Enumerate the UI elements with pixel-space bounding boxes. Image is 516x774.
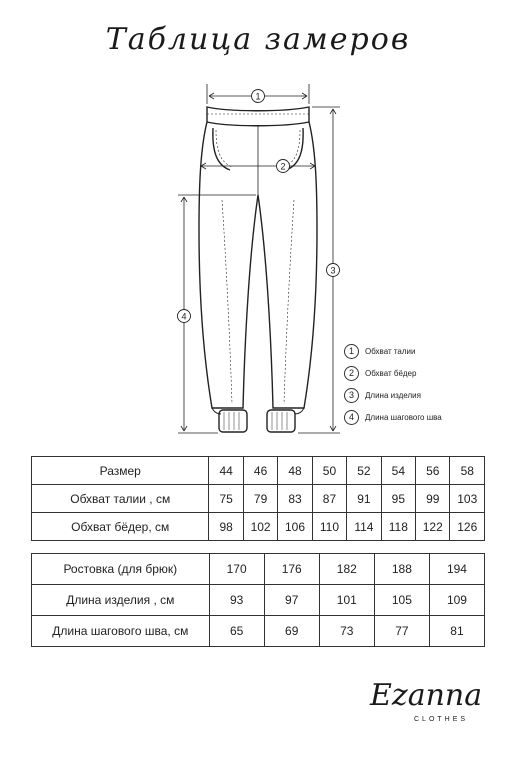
value-cell: 118	[381, 513, 415, 541]
table-row	[32, 554, 485, 585]
legend-label: Обхват бёдер	[365, 368, 417, 378]
legend-label: Обхват талии	[365, 346, 416, 356]
value-cell: 75	[209, 485, 243, 513]
value-cell: 77	[374, 616, 429, 647]
marker-3	[327, 264, 340, 277]
marker-1	[252, 90, 265, 103]
value-cell: 98	[209, 513, 243, 541]
table-row	[32, 616, 485, 647]
value-cell: 69	[264, 616, 319, 647]
value-cell: 97	[264, 585, 319, 616]
legend-item	[344, 340, 514, 362]
size-cell: 50	[312, 457, 346, 485]
size-cell: 44	[209, 457, 243, 485]
value-cell: 65	[209, 616, 264, 647]
row-label: Обхват бёдер, см	[32, 513, 209, 541]
marker-2	[277, 160, 290, 173]
value-cell: 103	[450, 485, 485, 513]
value-cell: 122	[416, 513, 450, 541]
legend-label: Длина шагового шва	[365, 412, 442, 422]
value-cell: 99	[416, 485, 450, 513]
value-cell: 170	[209, 554, 264, 585]
table-row	[32, 457, 485, 485]
legend-number: 4	[344, 410, 359, 425]
waistband	[207, 107, 309, 126]
value-cell: 110	[312, 513, 346, 541]
svg-text:1: 1	[255, 91, 261, 102]
value-cell: 106	[278, 513, 312, 541]
value-cell: 93	[209, 585, 264, 616]
value-cell: 109	[429, 585, 484, 616]
legend-number: 1	[344, 344, 359, 359]
legend-item	[344, 362, 514, 384]
value-cell: 126	[450, 513, 485, 541]
legend-item	[344, 384, 514, 406]
svg-text:3: 3	[330, 265, 336, 276]
marker-4	[178, 310, 191, 323]
value-cell: 81	[429, 616, 484, 647]
svg-text:4: 4	[181, 311, 187, 322]
measurement-legend	[344, 340, 514, 428]
size-cell: 48	[278, 457, 312, 485]
value-cell: 73	[319, 616, 374, 647]
size-cell: 56	[416, 457, 450, 485]
value-cell: 188	[374, 554, 429, 585]
value-cell: 87	[312, 485, 346, 513]
left-cuff	[219, 410, 247, 432]
page-title: Таблица замеров	[105, 22, 411, 57]
svg-text:Ezanna: Ezanna	[370, 678, 483, 713]
value-cell: 91	[347, 485, 381, 513]
row-label: Длина изделия , см	[32, 585, 210, 616]
value-cell: 95	[381, 485, 415, 513]
legend-number: 3	[344, 388, 359, 403]
svg-text:CLOTHES: CLOTHES	[414, 716, 469, 723]
table-row	[32, 585, 485, 616]
row-label: Обхват талии , см	[32, 485, 209, 513]
height-table	[31, 553, 485, 647]
size-cell: 52	[347, 457, 381, 485]
brand-logo	[362, 665, 502, 735]
value-cell: 102	[243, 513, 277, 541]
table-row	[32, 485, 485, 513]
row-label: Ростовка (для брюк)	[32, 554, 210, 585]
row-label: Размер	[32, 457, 209, 485]
size-table	[31, 456, 485, 541]
table-row	[32, 513, 485, 541]
legend-number: 2	[344, 366, 359, 381]
right-cuff	[267, 410, 295, 432]
size-cell: 54	[381, 457, 415, 485]
value-cell: 182	[319, 554, 374, 585]
value-cell: 105	[374, 585, 429, 616]
value-cell: 194	[429, 554, 484, 585]
value-cell: 79	[243, 485, 277, 513]
left-pocket	[213, 128, 230, 170]
size-cell: 46	[243, 457, 277, 485]
value-cell: 114	[347, 513, 381, 541]
row-label: Длина шагового шва, см	[32, 616, 210, 647]
value-cell: 83	[278, 485, 312, 513]
value-cell: 176	[264, 554, 319, 585]
legend-item	[344, 406, 514, 428]
legend-label: Длина изделия	[365, 390, 421, 400]
size-cell: 58	[450, 457, 485, 485]
svg-text:2: 2	[280, 161, 286, 172]
value-cell: 101	[319, 585, 374, 616]
